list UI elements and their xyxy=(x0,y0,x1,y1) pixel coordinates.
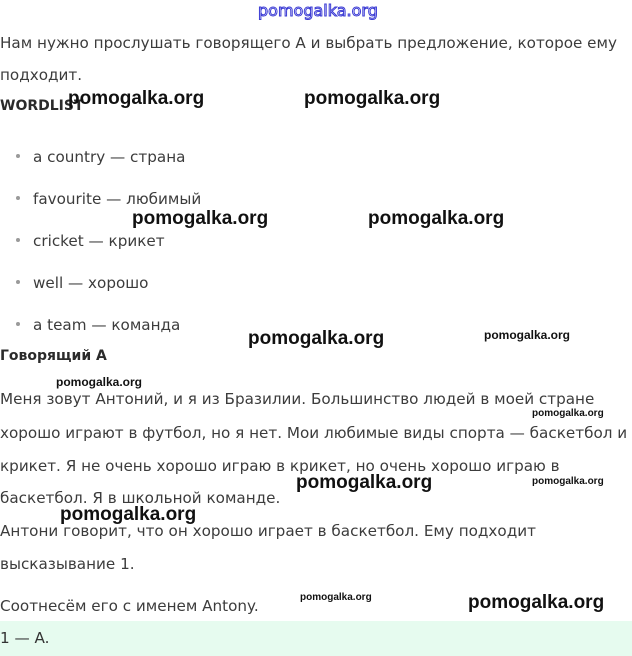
wordlist-item xyxy=(16,231,165,251)
watermark: pomogalka.org xyxy=(368,208,505,229)
wordlist-item-text: cricket — крикет xyxy=(33,232,165,250)
watermark: pomogalka.org xyxy=(484,328,571,342)
watermark-header: pomogalka.org xyxy=(258,1,378,20)
wordlist-item xyxy=(16,147,185,167)
wordlist-item-text: well — хорошо xyxy=(33,274,149,292)
speaker-text-line: Меня зовут Антоний, и я из Бразилии. Большинство людей в моей стране xyxy=(0,390,595,408)
wordlist-item-text: favourite — любимый xyxy=(33,190,202,208)
speaker-text-line: баскетбол. Я в школьной команде. xyxy=(0,489,281,507)
bullet-icon xyxy=(16,238,20,242)
watermark: pomogalka.org xyxy=(532,476,604,487)
watermark: pomogalka.org xyxy=(56,375,143,389)
answer-text: 1 — A. xyxy=(0,629,50,647)
speaker-text-line: крикет. Я не очень хорошо играю в крикет, но очень хорошо играю в xyxy=(0,457,560,475)
watermark: pomogalka.org xyxy=(68,88,205,109)
wordlist-item-text: a team — команда xyxy=(33,316,181,334)
watermark: pomogalka.org xyxy=(468,592,605,613)
wordlist-item xyxy=(16,189,201,209)
watermark: pomogalka.org xyxy=(300,592,372,603)
watermark: pomogalka.org xyxy=(60,504,197,525)
wordlist-item xyxy=(16,315,180,335)
watermark: pomogalka.org xyxy=(304,88,441,109)
watermark: pomogalka.org xyxy=(132,208,269,229)
wordlist-item-text: a country — страна xyxy=(33,148,186,166)
bullet-icon xyxy=(16,196,20,200)
watermark: pomogalka.org xyxy=(296,472,433,493)
intro-line-1: Нам нужно прослушать говорящего А и выбрать предложение, которое ему xyxy=(0,34,617,52)
analysis-line-1: Антони говорит, что он хорошо играет в баскетбол. Ему подходит xyxy=(0,522,536,540)
bullet-icon xyxy=(16,280,20,284)
watermark: pomogalka.org xyxy=(532,408,604,419)
analysis-line-3: Соотнесём его с именем Antony. xyxy=(0,597,259,615)
bullet-icon xyxy=(16,322,20,326)
wordlist-item xyxy=(16,273,148,293)
speaker-text-line: хорошо играют в футбол, но я нет. Мои любимые виды спорта — баскетбол и xyxy=(0,424,628,442)
wordlist-heading: WORDLIST xyxy=(0,98,84,114)
watermark: pomogalka.org xyxy=(248,328,385,349)
intro-line-2: подходит. xyxy=(0,66,83,84)
analysis-line-2: высказывание 1. xyxy=(0,555,135,573)
answer-highlight xyxy=(0,621,632,656)
speaker-heading: Говорящий А xyxy=(0,348,107,364)
bullet-icon xyxy=(16,154,20,158)
